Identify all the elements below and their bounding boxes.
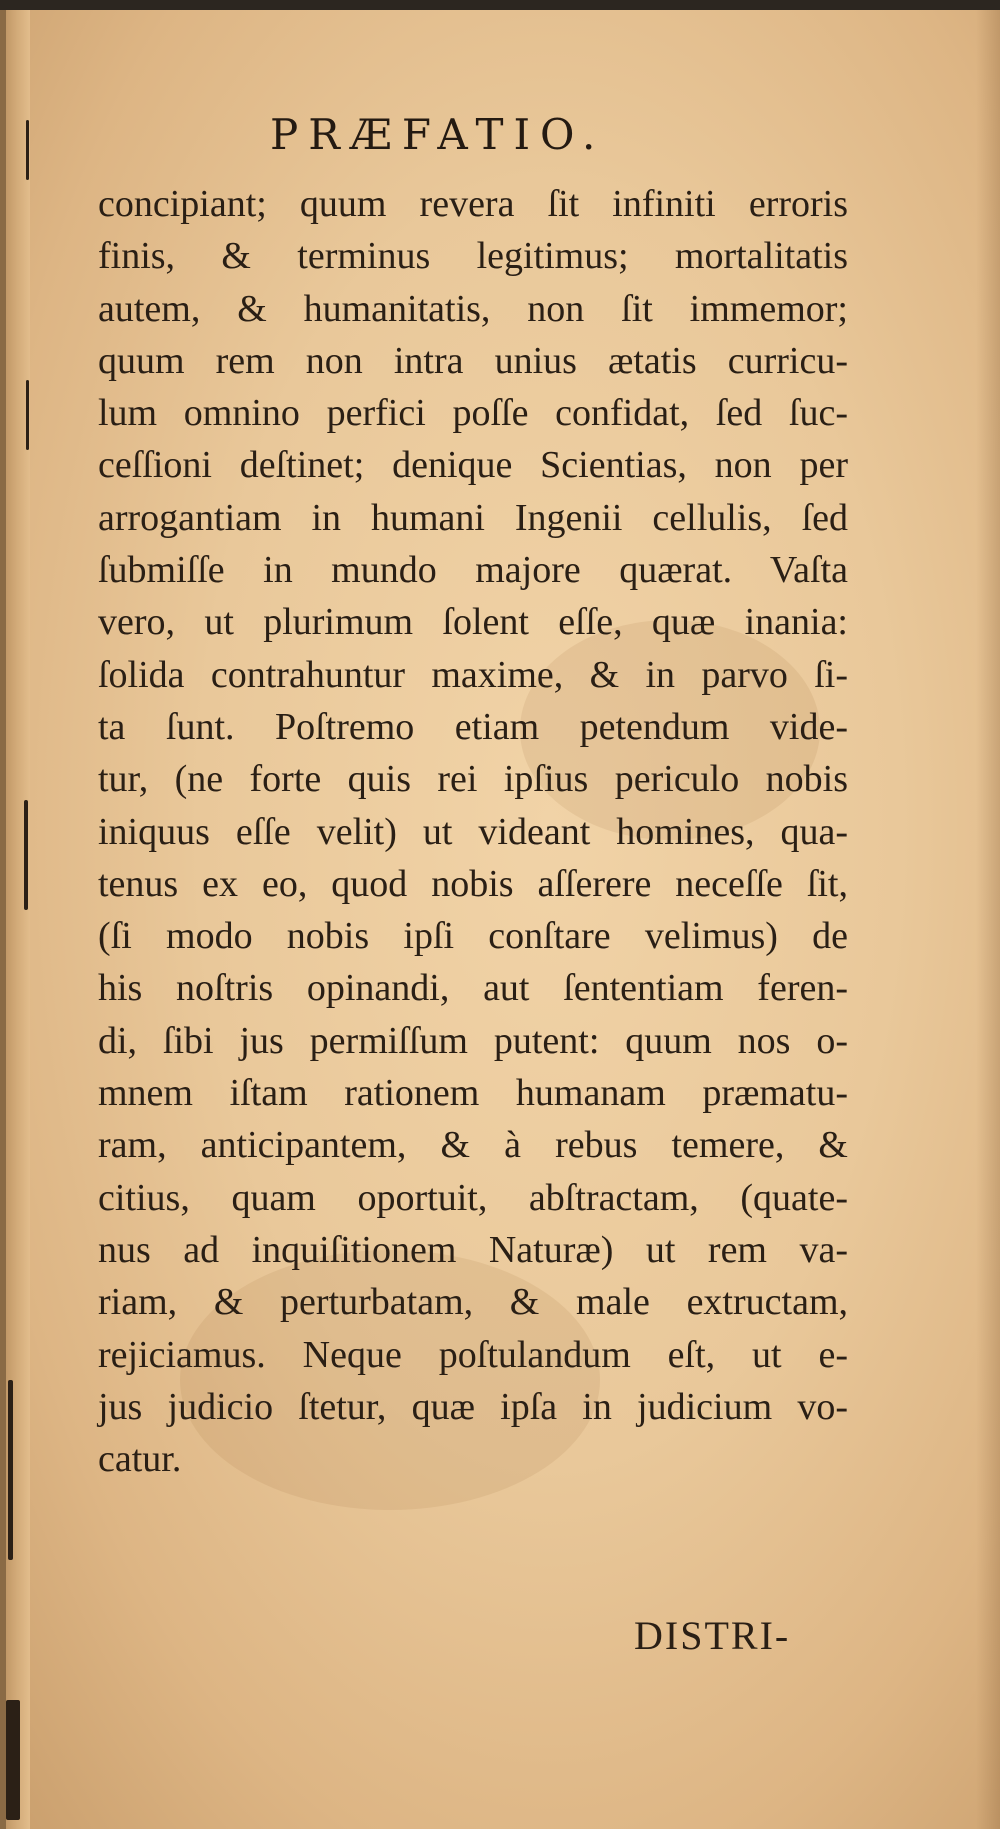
margin-ink-mark bbox=[26, 380, 29, 450]
running-head: PRÆFATIO. bbox=[270, 110, 606, 159]
margin-ink-mark bbox=[26, 120, 29, 180]
page-top-edge bbox=[0, 0, 1000, 10]
text-line: ſolida contrahuntur maxime, & in parvo ſi- bbox=[98, 653, 848, 696]
body-text bbox=[98, 178, 848, 1485]
text-line: ceſſioni deſtinet; denique Scientias, non per bbox=[98, 444, 848, 487]
catchword: DISTRI- bbox=[634, 1613, 791, 1658]
text-line: tenus ex eo, quod nobis aſſerere neceſſe ſit, bbox=[98, 862, 848, 905]
text-line: (ſi modo nobis ipſi conſtare velimus) de bbox=[98, 915, 848, 958]
text-line: ſubmiſſe in mundo majore quærat. Vaſta bbox=[98, 549, 848, 592]
text-line: autem, & humanitatis, non ſit immemor; bbox=[98, 287, 848, 330]
text-line: quum rem non intra unius ætatis curricu- bbox=[98, 339, 848, 382]
text-line: concipiant; quum revera ſit infiniti erroris bbox=[98, 183, 848, 225]
text-line: citius, quam oportuit, abſtractam, (quate- bbox=[98, 1176, 848, 1219]
text-line: rejiciamus. Neque poſtulandum eſt, ut e- bbox=[98, 1333, 848, 1376]
text-line: ram, anticipantem, & à rebus temere, & bbox=[98, 1124, 848, 1167]
text-line: mnem iſtam rationem humanam præmatu- bbox=[98, 1072, 848, 1115]
text-line: his noſtris opinandi, aut ſententiam feren- bbox=[98, 967, 848, 1010]
text-line: ta ſunt. Poſtremo etiam petendum vide- bbox=[98, 705, 848, 748]
text-line: vero, ut plurimum ſolent eſſe, quæ inania: bbox=[98, 601, 848, 644]
margin-ink-mark bbox=[24, 800, 28, 910]
margin-ink-mark bbox=[8, 1380, 13, 1560]
text-line: finis, & terminus legitimus; mortalitatis bbox=[98, 235, 848, 278]
text-line: iniquus eſſe velit) ut videant homines, qua- bbox=[98, 810, 848, 853]
gutter-shadow bbox=[0, 10, 6, 1829]
text-line: riam, & perturbatam, & male extructam, bbox=[98, 1281, 848, 1324]
text-line: jus judicio ſtetur, quæ ipſa in judicium vo- bbox=[98, 1385, 848, 1428]
text-line: di, ſibi jus permiſſum putent: quum nos o- bbox=[98, 1019, 848, 1062]
text-line: tur, (ne forte quis rei ipſius periculo nobis bbox=[98, 758, 848, 801]
text-line: lum omnino perfici poſſe confidat, ſed ſuc- bbox=[98, 392, 848, 435]
text-line: arrogantiam in humani Ingenii cellulis, ſed bbox=[98, 496, 848, 539]
text-line: nus ad inquiſitionem Naturæ) ut rem va- bbox=[98, 1228, 848, 1271]
margin-ink-mark bbox=[6, 1700, 20, 1820]
text-line: catur. bbox=[98, 1438, 182, 1481]
page-right-edge bbox=[976, 10, 1000, 1829]
